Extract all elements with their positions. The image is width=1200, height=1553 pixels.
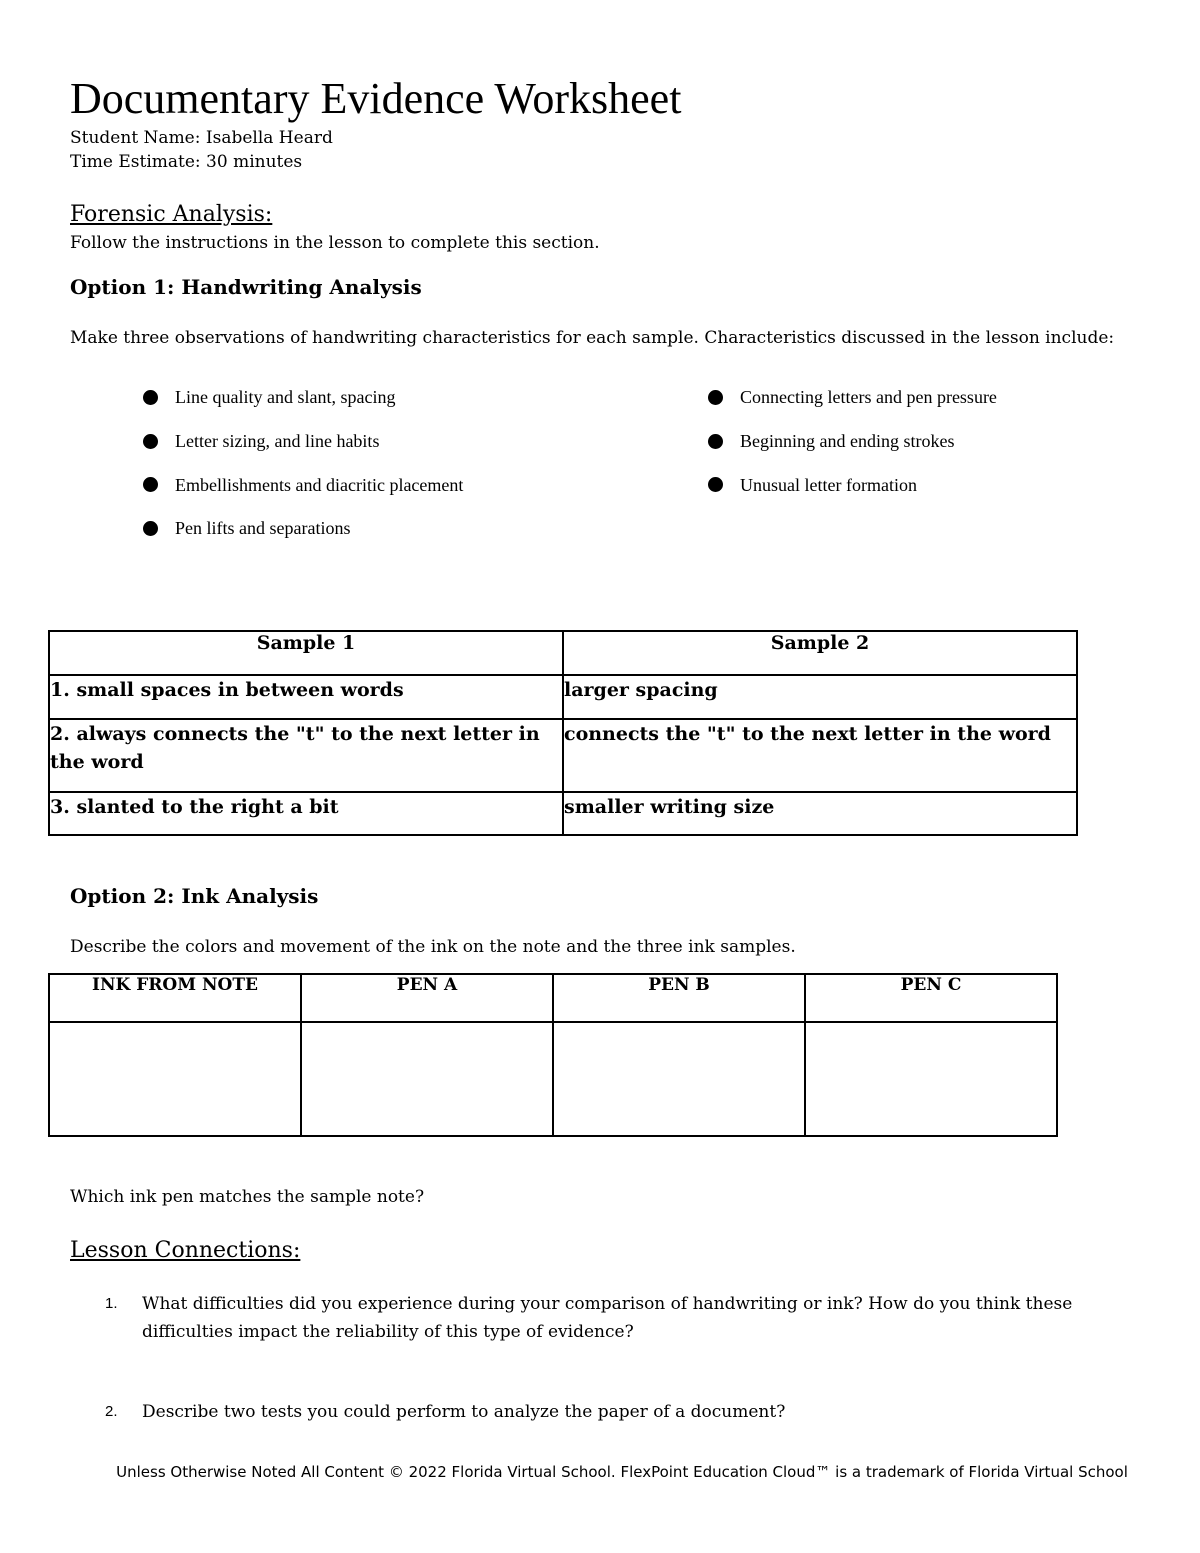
table-cell[interactable] <box>805 1022 1057 1136</box>
question-text: Describe two tests you could perform to analyze the paper of a document? <box>142 1402 786 1422</box>
column-header-sample2: Sample 2 <box>563 631 1077 675</box>
list-item <box>100 1398 1100 1426</box>
column-header-pen-b: PEN B <box>553 974 805 1022</box>
lesson-questions <box>100 1290 1100 1426</box>
ink-question: Which ink pen matches the sample note? <box>70 1187 425 1207</box>
table-row <box>49 719 1077 792</box>
list-item: Line quality and slant, spacing <box>143 375 463 419</box>
handwriting-table <box>48 630 1078 836</box>
bullet-dot-icon <box>708 477 723 492</box>
column-header-pen-c: PEN C <box>805 974 1057 1022</box>
table-cell[interactable]: 3. slanted to the right a bit <box>49 792 563 835</box>
ink-table <box>48 973 1058 1137</box>
bullet-dot-icon <box>708 434 723 449</box>
list-item: Unusual letter formation <box>708 463 997 506</box>
table-cell[interactable]: 1. small spaces in between words <box>49 675 563 719</box>
table-cell[interactable]: connects the "t" to the next letter in the word <box>563 719 1077 792</box>
table-cell[interactable]: 2. always connects the "t" to the next letter in the word <box>49 719 563 792</box>
table-row <box>49 792 1077 835</box>
column-header-pen-a: PEN A <box>301 974 553 1022</box>
list-item: Pen lifts and separations <box>143 506 463 550</box>
list-item: Letter sizing, and line habits <box>143 419 463 463</box>
table-row <box>49 1022 1057 1136</box>
footer-copyright: Unless Otherwise Noted All Content © 2022 Florida Virtual School. FlexPoint Education Cloud™ is a trademark of Florida Virtual School <box>116 1463 1128 1481</box>
column-header-sample1: Sample 1 <box>49 631 563 675</box>
list-item: Connecting letters and pen pressure <box>708 375 997 419</box>
table-cell[interactable]: larger spacing <box>563 675 1077 719</box>
bullet-dot-icon <box>143 477 158 492</box>
column-header-ink-from-note: INK FROM NOTE <box>49 974 301 1022</box>
table-row <box>49 675 1077 719</box>
table-cell[interactable] <box>301 1022 553 1136</box>
lesson-connections-heading: Lesson Connections: <box>70 1238 301 1263</box>
list-item <box>100 1290 1100 1346</box>
question-number: 1. <box>105 1295 118 1312</box>
table-cell[interactable]: smaller writing size <box>563 792 1077 835</box>
bullet-dot-icon <box>708 390 723 405</box>
table-cell[interactable] <box>49 1022 301 1136</box>
option1-heading: Option 1: Handwriting Analysis <box>70 275 422 299</box>
table-header-row <box>49 631 1077 675</box>
list-item: Beginning and ending strokes <box>708 419 997 463</box>
question-text: What difficulties did you experience during your comparison of handwriting or ink? How do you think these difficulties impact the reliability of this type of evidence? <box>142 1294 1073 1342</box>
table-header-row <box>49 974 1057 1022</box>
student-name: Student Name: Isabella Heard <box>70 128 333 148</box>
bullet-dot-icon <box>143 390 158 405</box>
bullet-dot-icon <box>143 521 158 536</box>
forensic-analysis-heading: Forensic Analysis: <box>70 202 273 227</box>
bullet-dot-icon <box>143 434 158 449</box>
option2-prompt: Describe the colors and movement of the ink on the note and the three ink samples. <box>70 937 796 957</box>
bullet-list-right <box>708 375 997 506</box>
forensic-instructions: Follow the instructions in the lesson to complete this section. <box>70 233 600 253</box>
table-cell[interactable] <box>553 1022 805 1136</box>
bullet-list-left <box>143 375 463 550</box>
time-estimate: Time Estimate: 30 minutes <box>70 152 303 172</box>
page-title: Documentary Evidence Worksheet <box>70 74 682 123</box>
list-item: Embellishments and diacritic placement <box>143 463 463 506</box>
question-number: 2. <box>105 1403 118 1420</box>
option2-heading: Option 2: Ink Analysis <box>70 884 319 908</box>
option1-prompt: Make three observations of handwriting characteristics for each sample. Characteristics discussed in the lesson include: <box>70 328 1115 348</box>
